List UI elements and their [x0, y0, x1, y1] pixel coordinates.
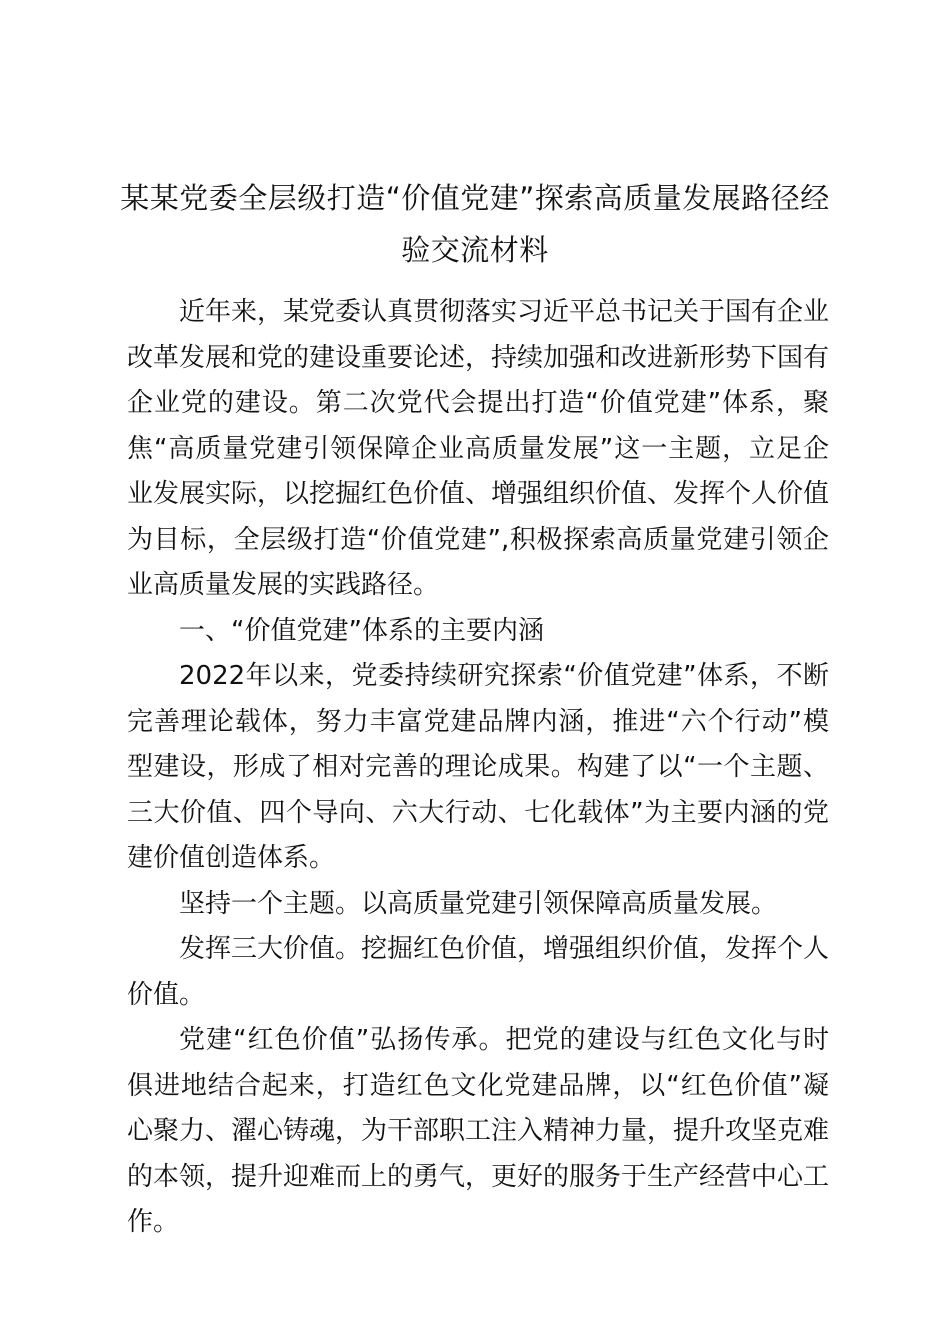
paragraph-three-values: 发挥三大价值。挖掘红色价值，增强组织价值，发挥个人价值。: [127, 934, 830, 1010]
paragraph-red-value: 党建“红色价值”弘扬传承。把党的建设与红色文化与时俱进地结合起来，打造红色文化党建品牌，以“红色价值”凝心聚力、濯心铸魂，为干部职工注入精神力量，提升攻坚克难的本领，提升迎难而上的勇气，更好的服务于生产经营中心工作。: [127, 1025, 830, 1237]
paragraph-2022: 2022年以来，党委持续研究探索“价值党建”体系，不断完善理论载体，努力丰富党建品牌内涵，推进“六个行动”模型建设，形成了相对完善的理论成果。构建了以“一个主题、三大价值、四个导向、六大行动、七化载体”为主要内涵的党建价值创造体系。: [127, 661, 829, 873]
document-title: 某某党委全层级打造“价值党建”探索高质量发展路径经验交流材料: [120, 181, 830, 267]
paragraph-intro: 近年来，某党委认真贯彻落实习近平总书记关于国有企业改革发展和党的建设重要论述，持续加强和改进新形势下国有企业党的建设。第二次党代会提出打造“价值党建”体系，聚焦“高质量党建引领保障企业高质量发展”这一主题，立足企业发展实际，以挖掘红色价值、增强组织价值、发挥个人价值为目标，全层级打造“价值党建”,积极探索高质量党建引领企业高质量发展的实践路径。: [127, 297, 830, 600]
section-heading-1: 一、“价值党建”体系的主要内涵: [179, 615, 544, 646]
paragraph-one-theme: 坚持一个主题。以高质量党建引领保障高质量发展。: [179, 888, 778, 919]
document-body: [127, 290, 829, 1246]
